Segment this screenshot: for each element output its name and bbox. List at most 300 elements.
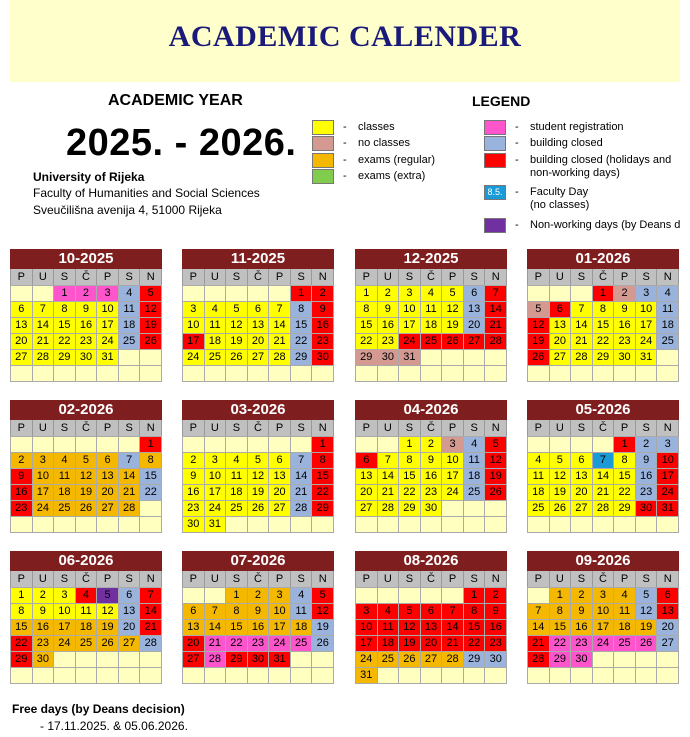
day-cell: 20	[421, 636, 443, 652]
day-cell: 6	[97, 453, 119, 469]
day-cell: 21	[119, 485, 141, 501]
day-cell: 21	[33, 334, 55, 350]
month-title: 02-2026	[10, 400, 162, 420]
weekday-label: S	[464, 269, 486, 285]
month-calendar	[182, 400, 334, 533]
weekday-label: P	[528, 269, 550, 285]
day-cell: 4	[528, 453, 550, 469]
day-cell: 16	[312, 318, 334, 334]
faculty-address: Sveučilišna avenija 4, 51000 Rijeka	[33, 203, 222, 217]
weekday-label: U	[550, 571, 572, 587]
day-cell: 5	[76, 453, 98, 469]
empty-cell	[464, 501, 486, 517]
day-cell: 2	[33, 588, 55, 604]
day-cell: 23	[11, 501, 33, 517]
month-calendar	[10, 249, 162, 382]
day-cell: 6	[248, 302, 270, 318]
weekday-label: N	[485, 571, 507, 587]
weekday-header	[355, 571, 507, 587]
weekday-label: S	[226, 571, 248, 587]
day-cell: 22	[464, 636, 486, 652]
day-cell: 23	[378, 334, 400, 350]
empty-cell	[464, 668, 486, 684]
day-cell: 6	[550, 302, 572, 318]
empty-cell	[11, 366, 33, 382]
day-cell: 1	[54, 286, 76, 302]
empty-cell	[571, 437, 593, 453]
empty-cell	[119, 366, 141, 382]
day-cell: 11	[54, 469, 76, 485]
day-cell: 29	[291, 350, 313, 366]
weekday-label: N	[140, 420, 162, 436]
legend-dash: -	[515, 137, 519, 149]
empty-cell	[11, 517, 33, 533]
empty-cell	[442, 501, 464, 517]
day-cell: 4	[119, 286, 141, 302]
empty-cell	[33, 286, 55, 302]
empty-cell	[269, 286, 291, 302]
weekday-label: Č	[421, 571, 443, 587]
empty-cell	[226, 437, 248, 453]
empty-cell	[205, 668, 227, 684]
month-calendar	[10, 400, 162, 533]
day-cell: 20	[183, 636, 205, 652]
day-cell: 16	[378, 318, 400, 334]
empty-cell	[183, 286, 205, 302]
day-cell: 4	[291, 588, 313, 604]
day-cell: 24	[54, 636, 76, 652]
day-cell: 7	[485, 286, 507, 302]
empty-cell	[356, 588, 378, 604]
day-cell: 30	[636, 501, 658, 517]
day-cell: 13	[269, 469, 291, 485]
day-cell: 19	[442, 318, 464, 334]
day-cell: 8	[312, 453, 334, 469]
day-cell: 7	[119, 453, 141, 469]
day-cell: 5	[528, 302, 550, 318]
day-cell: 17	[636, 318, 658, 334]
weekday-header	[10, 420, 162, 436]
day-cell: 4	[614, 588, 636, 604]
day-cell: 26	[76, 501, 98, 517]
day-cell: 19	[140, 318, 162, 334]
weekday-header	[182, 269, 334, 285]
empty-cell	[528, 668, 550, 684]
empty-cell	[528, 517, 550, 533]
weekday-label: P	[442, 571, 464, 587]
day-cell: 6	[657, 588, 679, 604]
day-cell: 29	[550, 652, 572, 668]
empty-cell	[442, 517, 464, 533]
day-cell: 5	[248, 453, 270, 469]
legend-swatch	[312, 136, 334, 151]
empty-cell	[636, 366, 658, 382]
weekday-label: P	[356, 571, 378, 587]
day-cell: 6	[183, 604, 205, 620]
day-cell: 17	[54, 620, 76, 636]
empty-cell	[636, 517, 658, 533]
day-cell: 10	[97, 302, 119, 318]
empty-cell	[97, 652, 119, 668]
day-cell: 14	[140, 604, 162, 620]
legend-dash: -	[515, 219, 519, 231]
day-cell: 13	[550, 318, 572, 334]
day-cell: 31	[97, 350, 119, 366]
day-cell: 10	[33, 469, 55, 485]
day-cell: 18	[54, 485, 76, 501]
day-cell: 17	[657, 469, 679, 485]
day-cell: 24	[269, 636, 291, 652]
day-grid	[10, 285, 162, 382]
day-cell: 15	[54, 318, 76, 334]
day-cell: 26	[550, 501, 572, 517]
day-cell: 18	[464, 469, 486, 485]
weekday-label: Č	[593, 420, 615, 436]
weekday-label: S	[464, 571, 486, 587]
weekday-label: N	[312, 420, 334, 436]
empty-cell	[312, 668, 334, 684]
day-cell: 2	[485, 588, 507, 604]
day-cell: 14	[205, 620, 227, 636]
empty-cell	[54, 437, 76, 453]
day-cell: 17	[442, 469, 464, 485]
month-calendar	[355, 551, 507, 684]
empty-cell	[291, 668, 313, 684]
empty-cell	[291, 517, 313, 533]
weekday-label: S	[54, 420, 76, 436]
day-cell: 25	[205, 350, 227, 366]
day-cell: 23	[33, 636, 55, 652]
weekday-label: Č	[593, 571, 615, 587]
weekday-header	[182, 571, 334, 587]
day-cell: 28	[485, 334, 507, 350]
weekday-label: S	[571, 269, 593, 285]
day-cell: 25	[421, 334, 443, 350]
day-cell: 3	[399, 286, 421, 302]
empty-cell	[356, 517, 378, 533]
day-cell: 14	[593, 469, 615, 485]
weekday-label: S	[571, 571, 593, 587]
day-cell: 12	[226, 318, 248, 334]
day-cell: 11	[205, 318, 227, 334]
weekday-header	[527, 571, 679, 587]
day-cell: 4	[378, 604, 400, 620]
day-cell: 1	[291, 286, 313, 302]
weekday-label: P	[11, 571, 33, 587]
day-cell: 19	[312, 620, 334, 636]
weekday-label: P	[11, 420, 33, 436]
weekday-label: S	[291, 269, 313, 285]
empty-cell	[226, 366, 248, 382]
day-cell: 23	[248, 636, 270, 652]
day-cell: 24	[657, 485, 679, 501]
empty-cell	[657, 652, 679, 668]
day-cell: 20	[550, 334, 572, 350]
empty-cell	[571, 517, 593, 533]
empty-cell	[485, 517, 507, 533]
empty-cell	[11, 286, 33, 302]
day-grid	[182, 587, 334, 684]
legend-dash: -	[343, 121, 347, 133]
empty-cell	[378, 437, 400, 453]
day-cell: 10	[442, 453, 464, 469]
empty-cell	[464, 350, 486, 366]
day-grid	[355, 285, 507, 382]
day-cell: 15	[226, 620, 248, 636]
empty-cell	[378, 588, 400, 604]
empty-cell	[97, 437, 119, 453]
empty-cell	[614, 366, 636, 382]
day-grid	[527, 285, 679, 382]
day-cell: 27	[269, 501, 291, 517]
day-cell: 21	[528, 636, 550, 652]
day-cell: 3	[442, 437, 464, 453]
month-title: 04-2026	[355, 400, 507, 420]
empty-cell	[421, 668, 443, 684]
day-cell: 7	[593, 453, 615, 469]
day-cell: 28	[528, 652, 550, 668]
empty-cell	[291, 366, 313, 382]
day-cell: 1	[356, 286, 378, 302]
day-cell: 17	[97, 318, 119, 334]
weekday-label: P	[183, 420, 205, 436]
empty-cell	[119, 517, 141, 533]
day-cell: 5	[97, 588, 119, 604]
empty-cell	[205, 286, 227, 302]
day-cell: 13	[356, 469, 378, 485]
day-cell: 17	[593, 620, 615, 636]
month-title: 12-2025	[355, 249, 507, 269]
day-cell: 12	[442, 302, 464, 318]
weekday-label: S	[636, 571, 658, 587]
day-cell: 1	[11, 588, 33, 604]
empty-cell	[76, 652, 98, 668]
day-cell: 31	[356, 668, 378, 684]
empty-cell	[657, 366, 679, 382]
empty-cell	[11, 668, 33, 684]
day-cell: 1	[614, 437, 636, 453]
month-calendar	[182, 249, 334, 382]
day-grid	[527, 587, 679, 684]
weekday-label: N	[657, 571, 679, 587]
weekday-header	[10, 269, 162, 285]
day-cell: 25	[119, 334, 141, 350]
day-cell: 27	[97, 501, 119, 517]
day-cell: 19	[76, 485, 98, 501]
day-cell: 13	[657, 604, 679, 620]
empty-cell	[248, 437, 270, 453]
empty-cell	[464, 517, 486, 533]
empty-cell	[248, 366, 270, 382]
empty-cell	[421, 517, 443, 533]
day-cell: 7	[205, 604, 227, 620]
day-cell: 5	[399, 604, 421, 620]
day-cell: 9	[248, 604, 270, 620]
day-cell: 20	[248, 334, 270, 350]
empty-cell	[312, 652, 334, 668]
empty-cell	[269, 517, 291, 533]
empty-cell	[593, 437, 615, 453]
day-cell: 21	[571, 334, 593, 350]
day-cell: 2	[76, 286, 98, 302]
day-cell: 7	[140, 588, 162, 604]
day-cell: 23	[76, 334, 98, 350]
day-cell: 16	[636, 469, 658, 485]
month-calendar	[355, 400, 507, 533]
day-cell: 31	[205, 517, 227, 533]
day-cell: 1	[399, 437, 421, 453]
day-cell: 30	[76, 350, 98, 366]
empty-cell	[528, 286, 550, 302]
day-cell: 13	[119, 604, 141, 620]
day-cell: 19	[97, 620, 119, 636]
legend-title: LEGEND	[472, 93, 531, 109]
day-cell: 25	[54, 501, 76, 517]
weekday-label: S	[571, 420, 593, 436]
day-cell: 28	[33, 350, 55, 366]
empty-cell	[269, 366, 291, 382]
day-cell: 17	[183, 334, 205, 350]
empty-cell	[248, 668, 270, 684]
empty-cell	[312, 517, 334, 533]
empty-cell	[657, 668, 679, 684]
day-cell: 26	[528, 350, 550, 366]
day-cell: 28	[205, 652, 227, 668]
day-cell: 18	[205, 334, 227, 350]
day-cell: 8	[614, 453, 636, 469]
legend-swatch	[484, 120, 506, 135]
day-cell: 7	[378, 453, 400, 469]
legend-swatch	[312, 153, 334, 168]
month-title: 07-2026	[182, 551, 334, 571]
day-cell: 8	[54, 302, 76, 318]
day-cell: 30	[312, 350, 334, 366]
day-cell: 31	[399, 350, 421, 366]
empty-cell	[657, 517, 679, 533]
academic-year-label: ACADEMIC YEAR	[108, 92, 243, 109]
day-cell: 9	[378, 302, 400, 318]
weekday-label: S	[226, 269, 248, 285]
empty-cell	[226, 286, 248, 302]
day-cell: 23	[614, 334, 636, 350]
empty-cell	[485, 501, 507, 517]
weekday-label: U	[205, 269, 227, 285]
day-cell: 22	[399, 485, 421, 501]
empty-cell	[378, 366, 400, 382]
day-cell: 27	[183, 652, 205, 668]
day-cell: 16	[614, 318, 636, 334]
day-cell: 13	[248, 318, 270, 334]
day-cell: 29	[54, 350, 76, 366]
empty-cell	[76, 437, 98, 453]
day-cell: 25	[76, 636, 98, 652]
day-cell: 2	[248, 588, 270, 604]
empty-cell	[183, 588, 205, 604]
empty-cell	[442, 668, 464, 684]
day-cell: 18	[119, 318, 141, 334]
day-cell: 11	[464, 453, 486, 469]
day-cell: 31	[657, 501, 679, 517]
day-cell: 2	[614, 286, 636, 302]
day-cell: 12	[76, 469, 98, 485]
day-cell: 27	[421, 652, 443, 668]
empty-cell	[248, 517, 270, 533]
day-cell: 9	[76, 302, 98, 318]
empty-cell	[571, 366, 593, 382]
day-cell: 30	[614, 350, 636, 366]
empty-cell	[33, 517, 55, 533]
weekday-label: P	[356, 269, 378, 285]
day-cell: 15	[614, 469, 636, 485]
day-cell: 27	[356, 501, 378, 517]
month-calendar	[527, 551, 679, 684]
empty-cell	[269, 437, 291, 453]
day-cell: 21	[485, 318, 507, 334]
day-cell: 17	[356, 636, 378, 652]
day-cell: 24	[399, 334, 421, 350]
day-cell: 15	[399, 469, 421, 485]
day-cell: 30	[183, 517, 205, 533]
empty-cell	[226, 517, 248, 533]
day-grid	[527, 436, 679, 533]
day-cell: 11	[657, 302, 679, 318]
day-cell: 12	[485, 453, 507, 469]
day-cell: 16	[421, 469, 443, 485]
weekday-header	[182, 420, 334, 436]
day-cell: 23	[571, 636, 593, 652]
empty-cell	[550, 366, 572, 382]
day-cell: 19	[528, 334, 550, 350]
day-cell: 1	[312, 437, 334, 453]
day-cell: 13	[421, 620, 443, 636]
empty-cell	[226, 668, 248, 684]
day-cell: 6	[356, 453, 378, 469]
day-cell: 26	[485, 485, 507, 501]
day-cell: 22	[54, 334, 76, 350]
empty-cell	[140, 366, 162, 382]
day-cell: 3	[593, 588, 615, 604]
day-cell: 21	[378, 485, 400, 501]
empty-cell	[54, 517, 76, 533]
day-cell: 15	[140, 469, 162, 485]
day-cell: 18	[226, 485, 248, 501]
empty-cell	[33, 437, 55, 453]
empty-cell	[442, 350, 464, 366]
day-cell: 29	[614, 501, 636, 517]
day-cell: 19	[485, 469, 507, 485]
empty-cell	[76, 668, 98, 684]
day-cell: 10	[399, 302, 421, 318]
empty-cell	[97, 517, 119, 533]
day-cell: 13	[97, 469, 119, 485]
weekday-label: U	[550, 269, 572, 285]
legend-label: classes	[358, 121, 395, 133]
empty-cell	[593, 652, 615, 668]
day-cell: 25	[226, 501, 248, 517]
day-cell: 16	[183, 485, 205, 501]
day-cell: 15	[291, 318, 313, 334]
day-cell: 14	[442, 620, 464, 636]
weekday-label: S	[636, 269, 658, 285]
day-cell: 28	[378, 501, 400, 517]
weekday-label: P	[11, 269, 33, 285]
empty-cell	[140, 517, 162, 533]
empty-cell	[76, 366, 98, 382]
empty-cell	[593, 517, 615, 533]
month-calendar	[527, 400, 679, 533]
weekday-label: P	[97, 420, 119, 436]
day-cell: 5	[636, 588, 658, 604]
